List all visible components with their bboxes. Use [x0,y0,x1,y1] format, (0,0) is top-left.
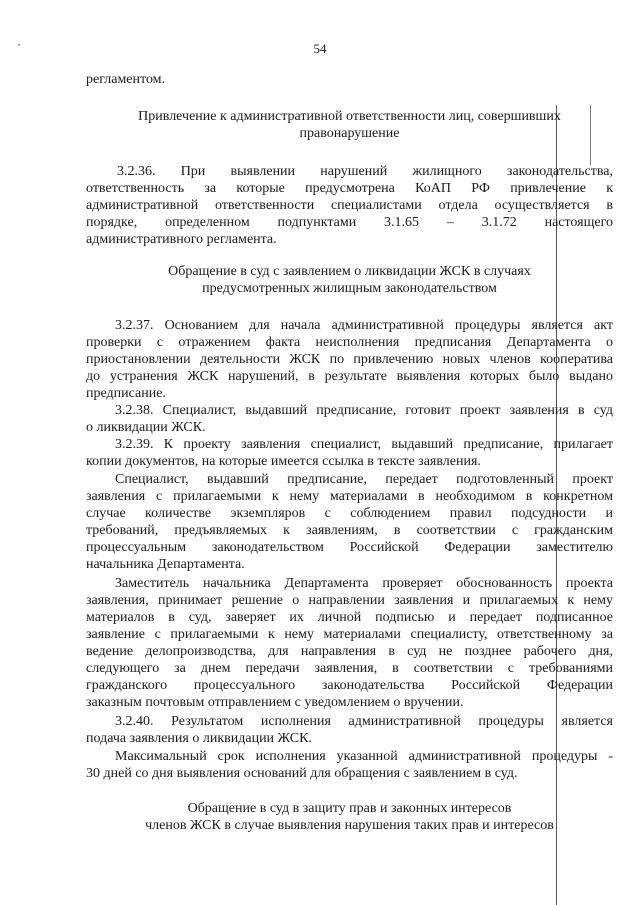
paragraph-line: ответственность за которые предусмотрена КоАП РФ привлечение к [86,181,613,196]
paragraph-line: ведение делопроизводства, для направления в суд не позднее рабочего дня, [86,644,613,659]
paragraph-line: порядке, определенном подпунктами 3.1.65 – 3.1.72 настоящего [86,215,613,230]
paragraph-line: 3.2.38. Специалист, выдавший предписание, готовит проект заявления в суд [115,403,613,418]
page-number: 54 [313,41,327,56]
paragraph-line: заявление с прилагаемыми к нему материалами специалисту, ответственному за [86,627,613,642]
section-heading: членов ЖСК в случае выявления нарушения таких прав и интересов [145,818,554,833]
section-heading: Обращение в суд в защиту прав и законных интересов [187,801,512,816]
paragraph-line: 3.2.39. К проекту заявления специалист, выдавший предписание, прилагает [115,437,613,452]
paragraph-line: предписание. [86,386,166,401]
paragraph-line: материалов в суд, заверяет их личной подписью и передает подписанное [86,610,613,625]
paragraph-line: административного регламента. [86,232,277,247]
paragraph-line: проверки с отражением факта неисполнения предписания Департамента о [86,335,613,350]
section-heading: Обращение в суд с заявлением о ликвидации ЖСК в случаях [168,264,531,279]
paragraph-line: гражданского процессуального законодательства Российской Федерации [86,678,613,693]
paragraph-line: подача заявления о ликвидации ЖСК. [86,731,312,746]
section-heading: предусмотренных жилищным законодательством [202,281,497,296]
text-line: регламентом. [86,72,166,87]
paragraph-line: административной ответственности специалистами отдела осуществляется в [86,198,613,213]
paragraph-line: 3.2.36. При выявлении нарушений жилищного законодательства, [117,164,613,179]
paragraph-line: 3.2.40. Результатом исполнения административной процедуры является [115,714,613,729]
paragraph-line: приостановлении деятельности ЖСК по привлечению новых членов кооператива [86,352,613,367]
paragraph-line: 30 дней со дня выявления оснований для обращения с заявлением в суд. [86,766,518,781]
paragraph-line: Максимальный срок исполнения указанной административной процедуры - [115,749,613,764]
paragraph-line: 3.2.37. Основанием для начала административной процедуры является акт [115,318,613,333]
paragraph-line: Специалист, выдавший предписание, передает подготовленный проект [115,472,613,487]
paragraph-line: о ликвидации ЖСК. [86,420,206,435]
paragraph-line: до устранения ЖСК нарушений, в результате выявления которых было выдано [86,369,613,384]
scan-artifact-dot [18,44,20,46]
paragraph-line: требований, предъявляемых к заявлениям, в соответствии с гражданским [86,523,613,538]
section-heading: правонарушение [299,126,400,141]
paragraph-line: процессуальным законодательством Российской Федерации заместителю [86,540,613,555]
paragraph-line: Заместитель начальника Департамента проверяет обоснованность проекта [115,576,613,591]
paragraph-line: случае количестве экземпляров с соблюдением правил подсудности и [86,506,613,521]
paragraph-line: заказным почтовым отправлением с уведомлением о вручении. [86,695,464,710]
paragraph-line: начальника Департамента. [86,557,245,572]
section-heading: Привлечение к административной ответственности лиц, совершивших [138,109,561,124]
paragraph-line: заявления, принимает решение о направлении заявления и прилагаемых к нему [86,593,613,608]
paragraph-line: копии документов, на которые имеется ссылка в тексте заявления. [86,454,481,469]
paragraph-line: заявления с прилагаемыми к нему материалами в необходимом в конкретном [86,489,613,504]
paragraph-line: следующего за днем передачи заявления, в соответствии с требованиями [86,661,613,676]
